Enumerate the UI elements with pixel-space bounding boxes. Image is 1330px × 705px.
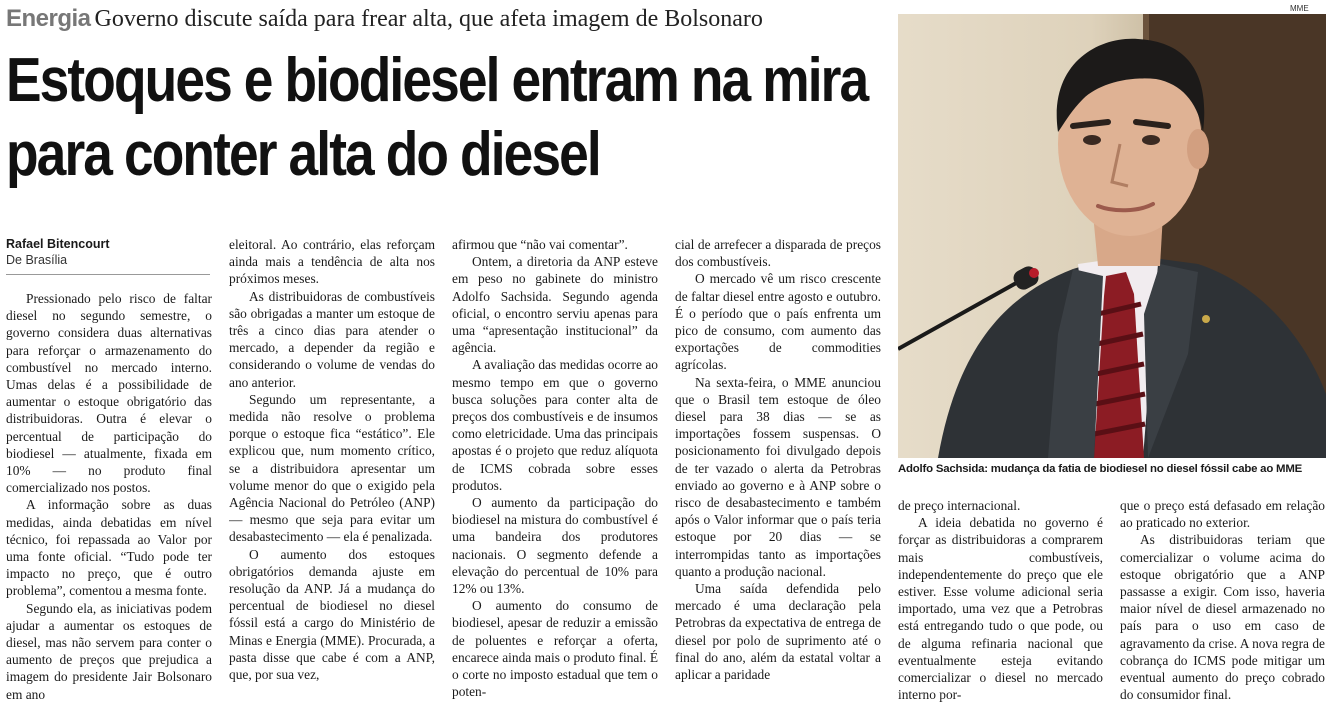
paragraph-continuation: cial de arrefecer a disparada de preços dos combustíveis.	[675, 237, 881, 270]
paragraph: A informação sobre as duas medidas, ainda debatidas em nível técnico, foi repassada ao Valor por uma fonte oficial. “Tudo pode ter impacto no preço, que é outro problema”, comentou a mesma fonte.	[6, 497, 212, 599]
paragraph: O aumento da participação do biodiesel na mistura do combustível é uma bandeira dos produtores nacionais. O segmento defende a elevação do percentual de 10% para 12% ou 13%.	[452, 495, 658, 597]
paragraph: Ontem, a diretoria da ANP esteve em peso no gabinete do ministro Adolfo Sachsida. Segundo agenda oficial, o encontro serviu apenas para uma “apresentação institucional” da agência.	[452, 254, 658, 356]
article-column-1	[6, 290, 212, 704]
paragraph: O mercado vê um risco crescente de faltar diesel entre agosto e outubro. É o período que o país enfrenta um pico de consumo, com aumento das exportações de commodities agrícolas.	[675, 271, 881, 373]
paragraph-continuation: que o preço está defasado em relação ao praticado no exterior.	[1120, 498, 1325, 531]
article-column-2	[229, 236, 435, 704]
paragraph: Uma saída defendida pelo mercado é uma declaração pela Petrobras da expectativa de entrega de diesel por polo de suprimento até o final do ano, além da estatal voltar a aplicar a paridade	[675, 581, 881, 683]
kicker-subtitle: Governo discute saída para frear alta, que afeta imagem de Bolsonaro	[94, 6, 763, 32]
headline: Estoques e biodiesel entram na mira para conter alta do diesel	[6, 46, 868, 189]
paragraph: As distribuidoras teriam que comercializar o volume acima do estoque obrigatório que a ANP passasse a exigir. Com isso, haveria maior nível de diesel armazenado no país para o uso em caso de agravamento da crise. A nova regra de cobrança do ICMS pode mitigar um eventual aumento do preço cobrado do consumidor final.	[1120, 532, 1325, 703]
article-column-4	[675, 236, 881, 704]
section-label: Energia	[6, 5, 91, 32]
portrait-illustration	[898, 14, 1326, 458]
photo-caption: Adolfo Sachsida: mudança da fatia de biodiesel no diesel fóssil cabe ao MME	[898, 463, 1303, 475]
paragraph: A avaliação das medidas ocorre ao mesmo tempo em que o governo busca soluções para conter alta de preços dos combustíveis e de insumos como eletricidade. Uma das principais apostas é o projeto que reduz alíquota de ICMS cobrada sobre esses produtos.	[452, 357, 658, 493]
photo-credit: MME	[1290, 4, 1309, 13]
byline	[6, 236, 210, 275]
kicker	[6, 4, 886, 34]
article-column-5	[898, 497, 1103, 704]
paragraph: O aumento dos estoques obrigatórios demanda ajuste em resolução da ANP. Já a mudança do percentual de biodiesel no diesel fóssil está a cargo do Ministério de Minas e Energia (MME). Procurada, a pasta disse que cabe é com a ANP, que, por sua vez,	[229, 546, 435, 683]
portrait-photo	[898, 14, 1326, 458]
article-column-6	[1120, 497, 1325, 704]
paragraph-continuation: de preço internacional.	[898, 498, 1021, 513]
paragraph: A ideia debatida no governo é forçar as distribuidoras a comprarem mais combustíveis, independentemente do preço que ele estiver. Esse volume adicional seria importado, uma vez que a Petrobras está entregando tudo o que pode, ou de alguma refinaria nacional que eventualmente esteja evitando comercializar o diesel no mercado interno por-	[898, 515, 1103, 703]
paragraph: Segundo um representante, a medida não resolve o problema porque o estoque fica “estático”. Ele explicou que, num momento crítico, se a distribuidora apresentar um volume menor do que o exigido pela Agência Nacional do Petróleo (ANP) — mesmo que seja para evitar um desabastecimento — ela é penalizada.	[229, 391, 435, 545]
paragraph-continuation: eleitoral. Ao contrário, elas reforçam ainda mais a tendência de alta nos próximos meses.	[229, 237, 435, 287]
paragraph-continuation: afirmou que “não vai comentar”.	[452, 237, 628, 252]
paragraph: Na sexta-feira, o MME anunciou que o Brasil tem estoque de óleo diesel para 38 dias — se as importações fossem suspensas. O posicionamento foi divulgado depois de ter vazado o alerta da Petrobras enviado ao governo e à ANP sobre o risco de desabastecimento e também após o Valor informar que o país teria estoque por 20 dias — se interrompidas tanto as importações quanto a produção nacional.	[675, 374, 881, 579]
paragraph: Pressionado pelo risco de faltar diesel no segundo semestre, o governo considera duas alternativas para reforçar o armazenamento do combustível no mercado interno. Umas delas é a possibilidade de aumentar o estoque obrigatório das distribuidoras. Outra é elevar o percentual de participação do biodiesel — atualmente, fixada em 10% — no produto final comercializado nos postos.	[6, 291, 212, 496]
byline-place: De Brasília	[6, 253, 68, 267]
paragraph: As distribuidoras de combustíveis são obrigadas a manter um estoque de três a cinco dias para atender o mercado, a depender da região e considerando o volume de vendas do ano anterior.	[229, 288, 435, 390]
byline-author: Rafael Bitencourt	[6, 237, 110, 251]
article-column-3	[452, 236, 658, 704]
paragraph: O aumento do consumo de biodiesel, apesar de reduzir a emissão de poluentes e reforçar a oferta, encarece ainda mais o produto final. É o corte no imposto estadual que tem o poten-	[452, 598, 658, 700]
paragraph: Segundo ela, as iniciativas podem ajudar a aumentar os estoques de diesel, mas não servem para conter o aumento de preços que prejudica a imagem do presidente Jair Bolsonaro em ano	[6, 600, 212, 702]
